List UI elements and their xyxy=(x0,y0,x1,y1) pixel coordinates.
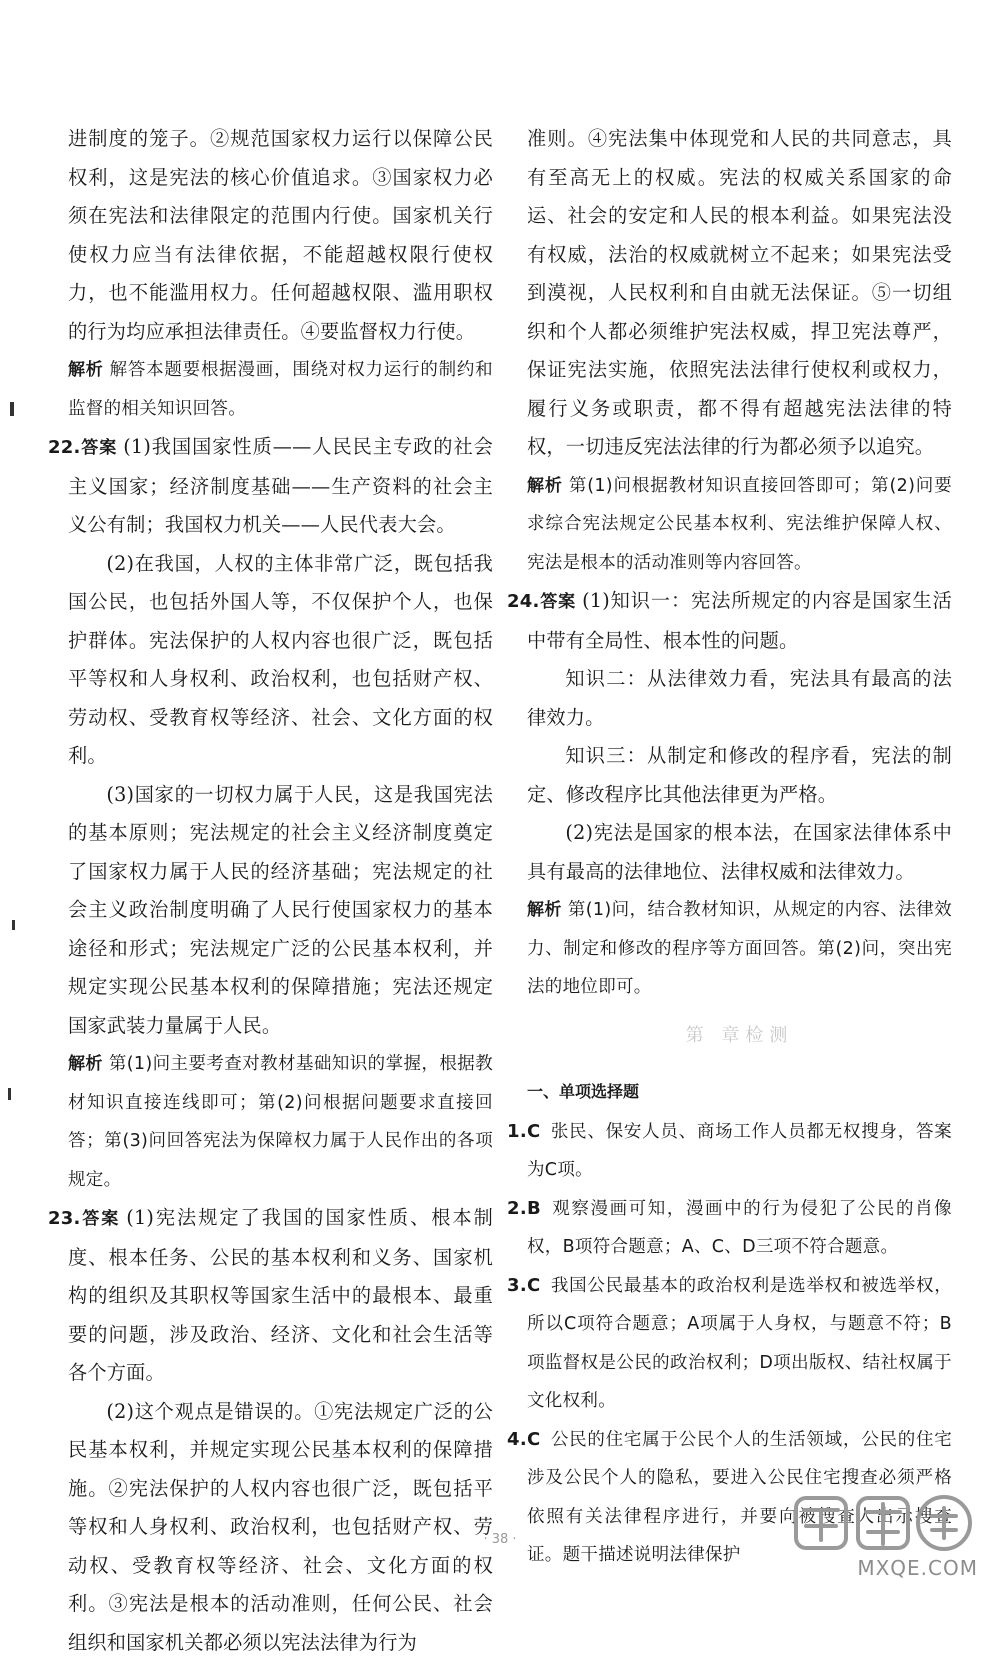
q22-analysis-text: 第(1)问主要考查对教材基础知识的掌握，根据教材知识直接连线即可；第(2)问根据问题要求直接回答；第(3)问回答宪法为保障权力属于人民作出的各项规定。 xyxy=(68,1054,493,1190)
q24-answer-2: 知识二：从法律效力看，宪法具有最高的法律效力。 xyxy=(527,660,952,737)
q22-answer-1-text: (1)我国国家性质——人民民主专政的社会主义国家；经济制度基础——生产资料的社会主义公有制；我国权力机关——人民代表大会。 xyxy=(68,435,493,536)
q22-answer-2: (2)在我国，人权的主体非常广泛，既包括我国公民，也包括外国人等，不仅保护个人，也保护群体。宪法保护的人权内容也很广泛，既包括平等权和人身权利、政治权利，也包括财产权、劳动权、受教育权等经济、社会、文化方面的权利。 xyxy=(68,545,493,776)
q24-answer-1-text: (1)知识一：宪法所规定的内容是国家生活中带有全局性、根本性的问题。 xyxy=(527,589,952,652)
analysis-label: 解析 xyxy=(527,476,563,496)
q22-answer-1 xyxy=(48,428,493,545)
choice-answer: C xyxy=(527,1275,541,1296)
analysis-paragraph xyxy=(68,351,493,428)
choice-number: 1. xyxy=(507,1121,527,1142)
q22-analysis xyxy=(68,1045,493,1199)
margin-mark xyxy=(8,1088,11,1100)
choice-item xyxy=(507,1267,952,1421)
watermark-text: MXQE.COM xyxy=(857,1556,978,1580)
watermark-logo xyxy=(786,1488,986,1584)
answer-label: 答案 xyxy=(81,1209,121,1229)
choice-text: 观察漫画可知，漫画中的行为侵犯了公民的肖像权，B项符合题意；A、C、D三项不符合题意。 xyxy=(527,1199,952,1258)
analysis-label: 解析 xyxy=(527,900,562,920)
answer-label: 答案 xyxy=(540,592,577,612)
q24-analysis-text: 第(1)问，结合教材知识，从规定的内容、法律效力、制定和修改的程序等方面回答。第(2)问，突出宪法的地位即可。 xyxy=(527,900,952,997)
q24-answer-1 xyxy=(507,582,952,660)
analysis-text: 解答本题要根据漫画，围绕对权力运行的制约和监督的相关知识回答。 xyxy=(68,360,493,419)
q23-answer-2: (2)这个观点是错误的。①宪法规定广泛的公民基本权利，并规定实现公民基本权利的保障措施。②宪法保护的人权内容也很广泛，既包括平等权和人身权利、政治权利，也包括财产权、劳动权、受教育权等经济、社会、文化方面的权利。③宪法是根本的活动准则，任何公民、社会组织和国家机关都必须以宪法法律为行为 xyxy=(68,1393,493,1662)
choice-item xyxy=(507,1190,952,1267)
margin-mark xyxy=(10,402,14,416)
choice-number: 3. xyxy=(507,1275,527,1296)
right-column xyxy=(527,120,952,1575)
answer-paragraph: 准则。④宪法集中体现党和人民的共同意志，具有至高无上的权威。宪法的权威关系国家的命运、社会的安定和人民的根本利益。如果宪法没有权威，法治的权威就树立不起来；如果宪法受到漠视，人民权利和自由就无法保证。⑤一切组织和个人都必须维护宪法权威，捍卫宪法尊严，保证宪法实施，依照宪法法律行使权利或权力，履行义务或职责，都不得有超越宪法法律的特权，一切违反宪法法律的行为都必须予以追究。 xyxy=(527,120,952,467)
left-column xyxy=(68,120,493,1662)
choice-number: 2. xyxy=(507,1198,527,1219)
answer-label: 答案 xyxy=(81,438,118,458)
choice-answer: C xyxy=(527,1429,541,1450)
q24-analysis xyxy=(527,891,952,1007)
q22-number: 22. xyxy=(48,437,81,458)
question-24 xyxy=(507,582,952,660)
page-number: · 38 · xyxy=(460,1532,540,1547)
answer-paragraph: 进制度的笼子。②规范国家权力运行以保障公民权利，这是宪法的核心价值追求。③国家权力必须在宪法和法律限定的范围内行使。国家机关行使权力应当有法律依据，不能超越权限行使权力，也不能滥用权力。任何超越权限、滥用职权的行为均应承担法律责任。④要监督权力行使。 xyxy=(68,120,493,351)
analysis-text: 第(1)问根据教材知识直接回答即可；第(2)问要求综合宪法规定公民基本权利、宪法维护保障人权、宪法是根本的活动准则等内容回答。 xyxy=(527,476,952,573)
choice-answer: C xyxy=(527,1121,541,1142)
choice-text: 张民、保安人员、商场工作人员都无权搜身，答案为C项。 xyxy=(527,1122,952,1181)
margin-mark xyxy=(12,920,15,930)
q23-answer-1-text: (1)宪法规定了我国的国家性质、根本制度、根本任务、公民的基本权利和义务、国家机构的组织及其职权等国家生活中的最根本、最重要的问题，涉及政治、经济、文化和社会生活等各个方面。 xyxy=(68,1206,493,1384)
choice-item xyxy=(507,1113,952,1190)
choice-answer: B xyxy=(527,1198,541,1219)
q23-number: 23. xyxy=(48,1208,81,1229)
chapter-heading: 第 章检测 xyxy=(527,1007,952,1065)
watermark-graphic-icon xyxy=(786,1488,986,1558)
choice-text: 我国公民最基本的政治权利是选举权和被选举权，所以C项符合题意；A项属于人身权，与题意不符；B项监督权是公民的政治权利；D项出版权、结社权属于文化权利。 xyxy=(527,1276,952,1412)
section-heading: 一、单项选择题 xyxy=(527,1075,952,1109)
q22-answer-3: (3)国家的一切权力属于人民，这是我国宪法的基本原则；宪法规定的社会主义经济制度奠定了国家权力属于人民的经济基础；宪法规定的社会主义政治制度明确了人民行使国家权力的基本途径和形式；宪法规定广泛的公民基本权利，并规定实现公民基本权利的保障措施；宪法还规定国家武装力量属于人民。 xyxy=(68,776,493,1046)
analysis-label: 解析 xyxy=(68,360,104,380)
q24-answer-3: 知识三：从制定和修改的程序看，宪法的制定、修改程序比其他法律更为严格。 xyxy=(527,737,952,814)
analysis-paragraph xyxy=(527,467,952,583)
choice-text: 公民的住宅属于公民个人的生活领域，公民的住宅涉及公民个人的隐私，要进入公民住宅搜查必须严格依照有关法律程序进行，并要向被搜查人出示搜查证。题干描述说明法律保护 xyxy=(527,1430,952,1566)
q24-number: 24. xyxy=(507,591,540,612)
choice-number: 4. xyxy=(507,1429,527,1450)
question-23 xyxy=(48,1199,493,1393)
question-22 xyxy=(48,428,493,545)
q24-answer-4: (2)宪法是国家的根本法，在国家法律体系中具有最高的法律地位、法律权威和法律效力。 xyxy=(527,814,952,891)
analysis-label: 解析 xyxy=(68,1054,103,1074)
q23-answer-1 xyxy=(48,1199,493,1393)
